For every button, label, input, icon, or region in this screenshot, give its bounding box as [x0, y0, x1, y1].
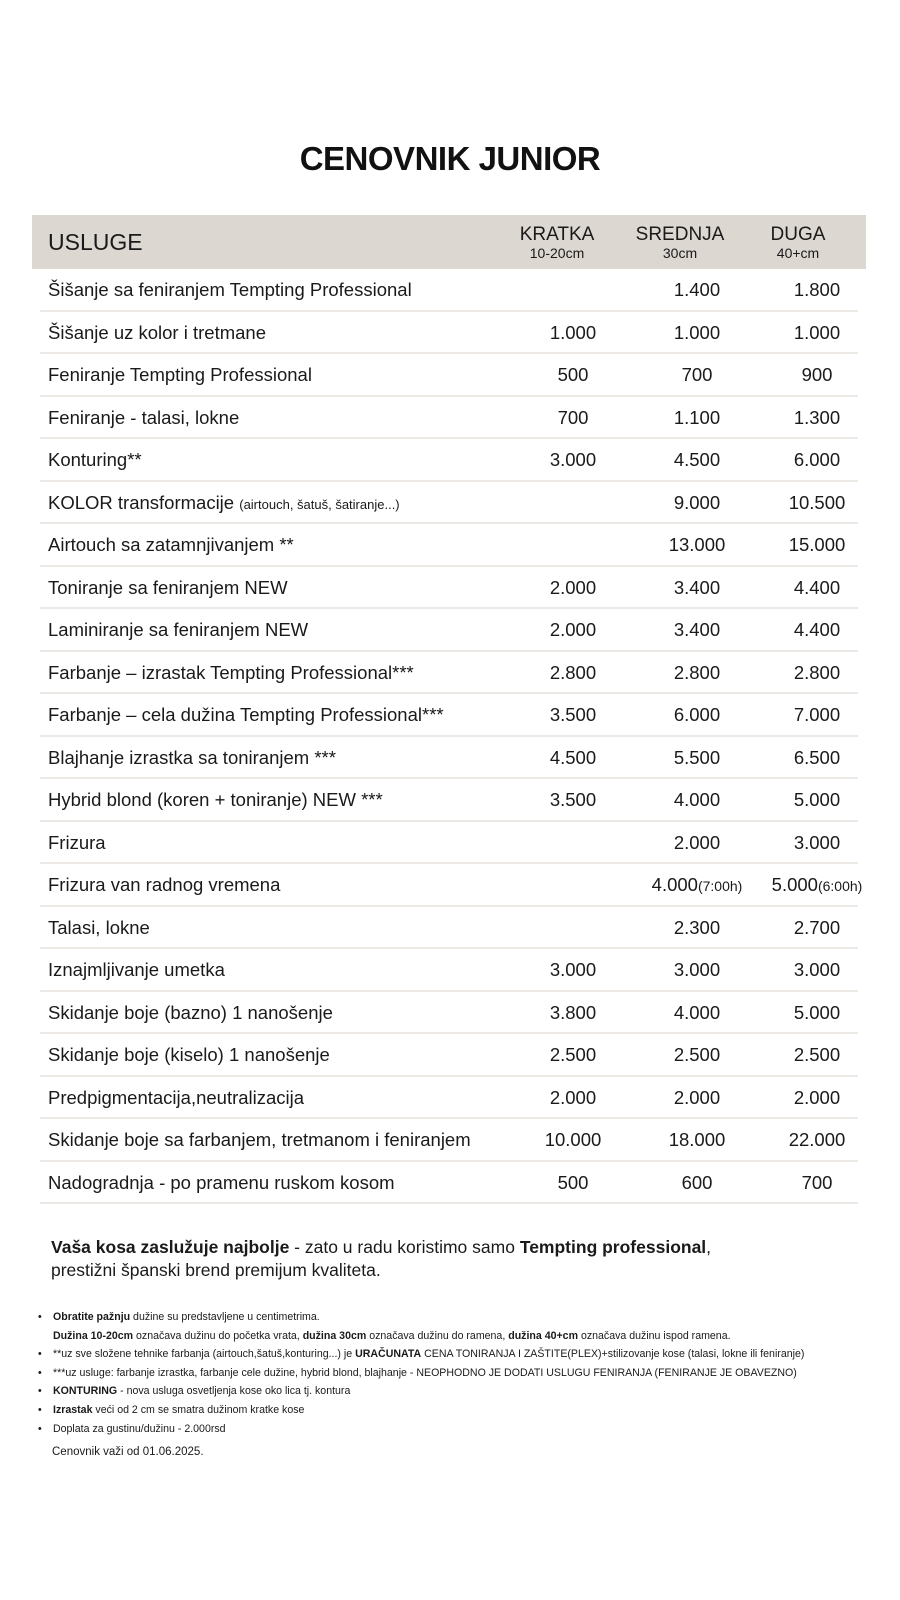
price-kratka: 3.500 [549, 789, 597, 810]
table-row [40, 354, 858, 397]
table-row [40, 609, 858, 652]
footnote-item: • Izrastak veći od 2 cm se smatra dužinom kratke kose [38, 1403, 305, 1416]
price-srednja: 18.000 [668, 1129, 726, 1150]
table-row [40, 1119, 858, 1162]
services-header: USLUGE [48, 229, 143, 255]
price-srednja: 700 [681, 364, 713, 385]
price-duga: 2.000 [793, 1086, 841, 1108]
table-row [40, 694, 858, 737]
price-kratka: 2.000 [549, 1086, 597, 1108]
quality-note: Vaša kosa zaslužuje najbolje - zato u radu koristimo samo Tempting professional, prestižni španski brend premijum kvaliteta. [51, 1237, 712, 1280]
service-name: Toniranje sa feniranjem NEW [48, 576, 288, 598]
table-row [40, 524, 858, 567]
price-srednja: 5.500 [673, 746, 721, 768]
service-name: Konturing** [48, 449, 142, 470]
table-row [40, 1034, 858, 1077]
price-duga: 10.500 [788, 491, 846, 513]
col-header-duga: DUGA 40+cm [770, 224, 826, 261]
price-duga: 6.500 [793, 746, 841, 768]
price-kratka: 1.000 [549, 321, 597, 343]
price-duga: 1.300 [793, 406, 841, 428]
price-kratka: 2.000 [549, 619, 597, 640]
table-row [40, 397, 858, 440]
price-duga: 2.500 [793, 1044, 841, 1065]
table-row [40, 652, 858, 695]
price-srednja: 3.400 [673, 619, 721, 640]
table-body [32, 269, 866, 1204]
price-duga: 5.000 [793, 1001, 841, 1023]
price-kratka: 700 [557, 406, 589, 428]
table-row [40, 822, 858, 865]
service-name: Talasi, lokne [48, 916, 150, 938]
table-row [40, 864, 863, 907]
price-table [32, 215, 866, 1204]
table-row [40, 567, 858, 610]
table-header [32, 215, 866, 269]
price-srednja: 4.500 [673, 449, 721, 470]
price-srednja: 1.100 [673, 406, 721, 428]
price-kratka: 2.800 [549, 661, 597, 683]
service-name: Šišanje sa feniranjem Tempting Professional [48, 279, 412, 300]
price-kratka: 3.500 [549, 704, 597, 725]
price-duga: 700 [801, 1171, 833, 1193]
price-srednja: 9.000 [673, 491, 721, 513]
price-duga: 900 [801, 364, 833, 385]
table-row [40, 1162, 858, 1205]
price-duga: 6.000 [793, 449, 841, 470]
service-name: KOLOR transformacije (airtouch, šatuš, šatiranje...) [48, 491, 400, 513]
price-srednja: 6.000 [673, 704, 721, 725]
footnotes-list [38, 1308, 890, 1438]
col-header-kratka: KRATKA 10-20cm [519, 224, 595, 261]
price-duga: 1.000 [793, 321, 841, 343]
price-duga: 15.000 [788, 534, 846, 555]
footnote-item: • Doplata za gustinu/dužinu - 2.000rsd [38, 1422, 226, 1435]
price-duga: 3.000 [793, 959, 841, 980]
service-name: Blajhanje izrastka sa toniranjem *** [48, 746, 336, 768]
price-kratka: 3.000 [549, 449, 597, 470]
service-name: Feniranje Tempting Professional [48, 364, 312, 385]
price-kratka: 500 [557, 364, 589, 385]
service-name: Šišanje uz kolor i tretmane [48, 321, 266, 343]
table-row [40, 737, 858, 780]
service-name: Skidanje boje (bazno) 1 nanošenje [48, 1001, 333, 1023]
footnote-item: • **uz sve složene tehnike farbanja (airtouch,šatuš,konturing...) je URAČUNATA CENA TONIRANJA I ZAŠTITE(PLEX)+stilizovanje kose (talasi, lokne ili feniranje) [38, 1348, 805, 1361]
service-name: Iznajmljivanje umetka [48, 959, 225, 980]
service-name: Skidanje boje (kiselo) 1 nanošenje [48, 1044, 330, 1065]
table-row [40, 1077, 858, 1120]
price-duga: 7.000 [793, 704, 841, 725]
price-kratka: 10.000 [544, 1129, 602, 1150]
price-kratka: 3.000 [549, 959, 597, 980]
service-name: Airtouch sa zatamnjivanjem ** [48, 534, 294, 555]
price-srednja: 2.000 [673, 831, 721, 853]
table-row [40, 992, 858, 1035]
price-srednja: 600 [681, 1171, 713, 1193]
service-name: Skidanje boje sa farbanjem, tretmanom i feniranjem [48, 1129, 471, 1150]
price-kratka: 2.500 [549, 1044, 597, 1065]
price-duga: 22.000 [788, 1129, 846, 1150]
price-duga: 5.000(6:00h) [771, 874, 863, 895]
price-duga: 5.000 [793, 789, 841, 810]
table-row [40, 269, 858, 312]
valid-from-text: Cenovnik važi od 01.06.2025. [52, 1446, 204, 1458]
price-srednja: 3.400 [673, 576, 721, 598]
service-name: Nadogradnja - po pramenu ruskom kosom [48, 1171, 395, 1193]
price-srednja: 4.000(7:00h) [651, 874, 743, 895]
price-kratka: 3.800 [549, 1001, 597, 1023]
table-row [40, 482, 858, 525]
price-srednja: 2.300 [673, 916, 721, 938]
price-srednja: 1.400 [673, 279, 721, 300]
service-name: Farbanje – izrastak Tempting Professional*** [48, 661, 414, 683]
table-row [40, 779, 858, 822]
service-name: Frizura [48, 831, 106, 853]
table-row [40, 907, 858, 950]
price-srednja: 4.000 [673, 789, 721, 810]
price-srednja: 2.500 [673, 1044, 721, 1065]
service-name: Farbanje – cela dužina Tempting Professional*** [48, 704, 444, 725]
footnote-item: • Obratite pažnju dužine su predstavljene u centimetrima. [38, 1311, 320, 1323]
price-duga: 2.700 [793, 916, 841, 938]
table-row [40, 949, 858, 992]
price-kratka: 4.500 [549, 746, 597, 768]
price-srednja: 1.000 [673, 321, 721, 343]
price-srednja: 4.000 [673, 1001, 721, 1023]
price-duga: 1.800 [793, 279, 841, 300]
service-name: Hybrid blond (koren + toniranje) NEW *** [48, 789, 383, 810]
price-kratka: 2.000 [549, 576, 597, 598]
price-srednja: 3.000 [673, 959, 721, 980]
price-duga: 4.400 [793, 576, 841, 598]
price-srednja: 2.000 [673, 1086, 721, 1108]
footnote-item: Dužina 10-20cm označava dužinu do početka vrata, dužina 30cm označava dužinu do ramena, dužina 40+cm označava dužinu ispod ramena. [53, 1329, 731, 1342]
price-srednja: 13.000 [668, 534, 726, 555]
page-title: CENOVNIK JUNIOR [299, 140, 601, 177]
service-name: Frizura van radnog vremena [48, 874, 281, 895]
service-name: Feniranje - talasi, lokne [48, 406, 240, 428]
service-name: Laminiranje sa feniranjem NEW [48, 619, 309, 640]
price-duga: 3.000 [793, 831, 841, 853]
price-kratka: 500 [557, 1171, 589, 1193]
price-srednja: 2.800 [673, 661, 721, 683]
table-row [40, 439, 858, 482]
col-header-srednja: SREDNJA 30cm [635, 224, 725, 261]
footnote-item: • KONTURING - nova usluga osvetljenja kose oko lica tj. kontura [38, 1385, 351, 1398]
service-name: Predpigmentacija,neutralizacija [48, 1086, 305, 1108]
price-duga: 4.400 [793, 619, 841, 640]
footnote-item: • ***uz usluge: farbanje izrastka, farbanje cele dužine, hybrid blond, blajhanje - NEOPHODNO JE DODATI USLUGU FENIRANJA (FENIRANJE JE OBAVEZNO) [38, 1366, 797, 1379]
table-row [40, 312, 858, 355]
price-duga: 2.800 [793, 661, 841, 683]
